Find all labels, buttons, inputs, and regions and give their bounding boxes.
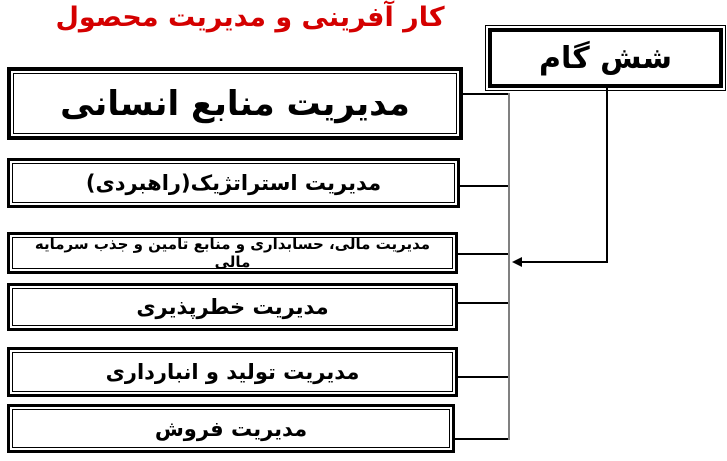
connector-risk-line bbox=[458, 302, 508, 304]
box-financial-management-label: مدیریت مالی، حسابداری و منابع تامین و جذب سرمایه مالی bbox=[34, 235, 431, 271]
box-hr-management bbox=[7, 67, 463, 140]
box-risk-management-label: مدیریت خطرپذیری bbox=[136, 295, 329, 319]
left-arrowhead-icon bbox=[512, 257, 522, 267]
box-strategic-management bbox=[7, 158, 460, 208]
connector-hr-line bbox=[463, 93, 508, 95]
box-production-warehousing-label: مدیریت تولید و انبارداری bbox=[105, 360, 360, 384]
connector-strategic-line bbox=[460, 185, 508, 187]
diagram-title: کار آفرینی و مدیریت محصول bbox=[55, 2, 445, 33]
box-hr-management-label: مدیریت منابع انسانی bbox=[60, 83, 410, 124]
box-sales-management bbox=[7, 404, 455, 453]
connector-sales-line bbox=[455, 438, 508, 440]
box-sales-management-label: مدیریت فروش bbox=[154, 416, 308, 441]
six-steps-drop-line bbox=[606, 88, 608, 262]
box-strategic-management-label: مدیریت استراتژیک(راهبردی) bbox=[85, 171, 382, 195]
box-six-steps bbox=[488, 28, 723, 88]
six-steps-arrow-shaft bbox=[522, 261, 608, 263]
connector-production-line bbox=[458, 376, 508, 378]
box-financial-management bbox=[7, 232, 458, 274]
box-production-warehousing bbox=[7, 347, 458, 397]
box-risk-management bbox=[7, 283, 458, 331]
box-six-steps-label: شش گام bbox=[538, 40, 673, 76]
connector-financial-line bbox=[458, 253, 508, 255]
connector-bus-line bbox=[508, 93, 510, 440]
